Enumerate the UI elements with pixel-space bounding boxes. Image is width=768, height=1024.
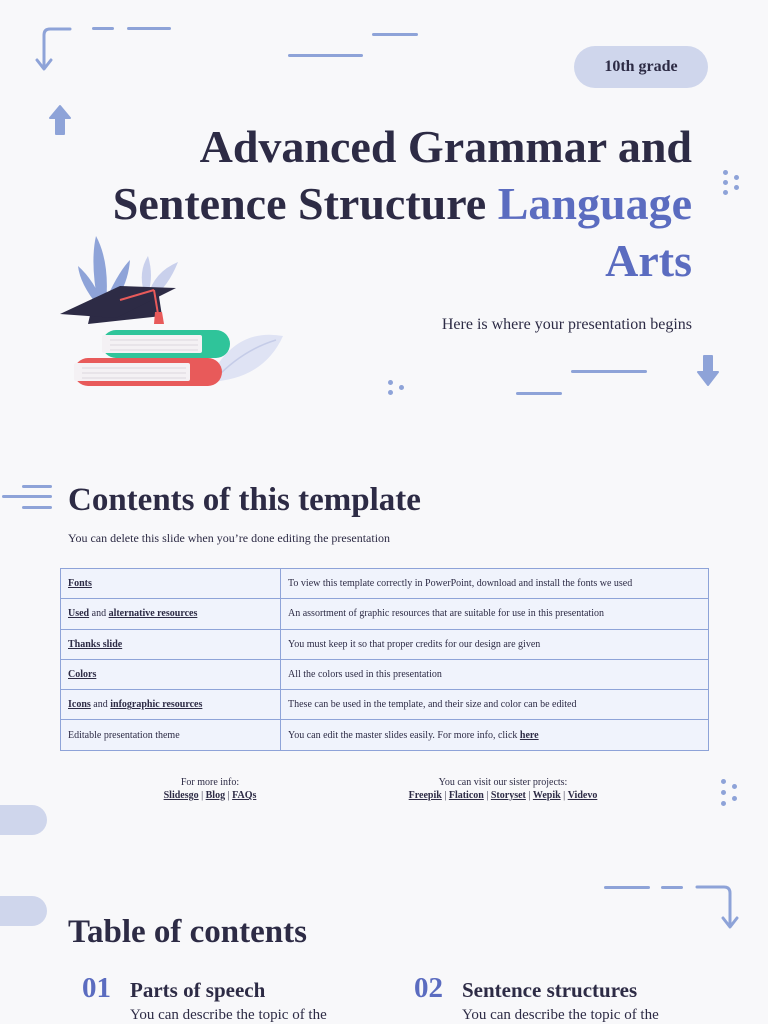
footer-link[interactable]: Videvo (567, 790, 598, 801)
table-cell-description (281, 629, 709, 659)
main-title (80, 118, 692, 289)
cell-text: An assortment of graphic resources that are suitable for use in this presentation (288, 608, 605, 620)
table-cell-resource (61, 720, 281, 750)
contents-title: Contents of this template (68, 482, 421, 518)
dash-decoration (2, 495, 52, 498)
title-line-2 (80, 175, 692, 232)
dash-decoration (661, 886, 683, 889)
footer-link[interactable]: Flaticon (448, 790, 484, 801)
toc-item-number: 01 (82, 972, 111, 1004)
dot-decoration (399, 385, 404, 390)
dot-decoration (732, 796, 737, 801)
dot-decoration (723, 190, 728, 195)
footer-link[interactable]: Slidesgo (163, 790, 199, 801)
table-row (61, 720, 709, 750)
dash-decoration (604, 886, 650, 889)
dash-decoration (571, 370, 647, 373)
sister-projects-label: You can visit our sister projects: (438, 777, 568, 788)
table-cell-resource (61, 659, 281, 689)
toc-item-description: You can describe the topic of the (462, 1007, 659, 1023)
link-separator: | (198, 790, 206, 801)
resource-link[interactable]: Fonts (68, 578, 92, 590)
cell-text: To view this template correctly in PowerPoint, download and install the fonts we used (288, 578, 633, 590)
link-separator: | (441, 790, 449, 801)
table-row (61, 629, 709, 659)
down-arrow-decoration (696, 354, 720, 388)
dot-decoration (734, 185, 739, 190)
here-link[interactable]: here (519, 729, 539, 741)
corner-arrow-decoration (694, 882, 740, 932)
dash-decoration (516, 392, 562, 395)
table-cell-description (281, 569, 709, 599)
pill-decoration (0, 805, 47, 835)
footer-link[interactable]: Blog (205, 790, 226, 801)
sister-projects-block (360, 776, 646, 802)
dash-decoration (288, 54, 363, 57)
link-separator: | (483, 790, 491, 801)
contents-description: You can delete this slide when you’re done editing the presentation (68, 531, 391, 545)
footer-link[interactable]: Wepik (532, 790, 561, 801)
title-line-1: Advanced Grammar and (199, 121, 692, 172)
dash-decoration (92, 27, 114, 30)
dot-decoration (721, 779, 726, 784)
table-row (61, 569, 709, 599)
title-accent: Language (497, 178, 692, 229)
resource-link[interactable]: Colors (68, 669, 97, 681)
corner-arrow-decoration (34, 24, 74, 76)
grade-badge: 10th grade (574, 46, 708, 88)
subtitle: Here is where your presentation begins (441, 316, 692, 333)
link-separator: | (560, 790, 568, 801)
dot-decoration (723, 180, 728, 185)
toc-item-description: You can describe the topic of the (130, 1007, 327, 1023)
cell-text: You can edit the master slides easily. For more info, click (288, 729, 520, 741)
cell-text: You must keep it so that proper credits for our design are given (288, 638, 541, 650)
more-info-block (130, 776, 290, 802)
table-cell-description (281, 659, 709, 689)
table-cell-resource (61, 569, 281, 599)
dash-decoration (22, 485, 52, 488)
cell-text: and (90, 699, 111, 711)
dot-decoration (723, 170, 728, 175)
resource-link[interactable]: infographic resources (110, 699, 203, 711)
table-cell-description (281, 690, 709, 720)
table-row (61, 599, 709, 629)
cell-text: Editable presentation theme (68, 729, 180, 741)
more-info-label: For more info: (180, 777, 240, 788)
dash-decoration (372, 33, 418, 36)
resource-link[interactable]: Thanks slide (68, 638, 123, 650)
dot-decoration (732, 784, 737, 789)
title-plain: Sentence Structure (112, 178, 498, 229)
resource-link[interactable]: Used (68, 608, 90, 620)
cell-text: These can be used in the template, and their size and color can be edited (288, 699, 577, 711)
dash-decoration (127, 27, 171, 30)
table-cell-description (281, 599, 709, 629)
toc-item-name: Parts of speech (130, 978, 266, 1002)
footer-link[interactable]: Storyset (490, 790, 526, 801)
more-info-links (130, 789, 290, 802)
dot-decoration (721, 801, 726, 806)
table-row (61, 690, 709, 720)
dash-decoration (22, 506, 52, 509)
title-line-3: Arts (605, 235, 692, 286)
up-arrow-decoration (48, 104, 72, 136)
table-cell-resource (61, 629, 281, 659)
dot-decoration (388, 390, 393, 395)
dot-decoration (734, 175, 739, 180)
table-cell-description (281, 720, 709, 750)
footer-link[interactable]: FAQs (232, 790, 257, 801)
toc-item-number: 02 (414, 972, 443, 1004)
cell-text: All the colors used in this presentation (288, 669, 442, 681)
link-separator: | (525, 790, 533, 801)
cell-text: and (89, 608, 109, 620)
pill-decoration (0, 896, 47, 926)
table-cell-resource (61, 599, 281, 629)
toc-title: Table of contents (68, 914, 307, 950)
resource-link[interactable]: Icons (68, 699, 91, 711)
resource-link[interactable]: alternative resources (108, 608, 198, 620)
toc-item-name: Sentence structures (462, 978, 638, 1002)
resources-table (60, 568, 709, 751)
footer-link[interactable]: Freepik (408, 790, 442, 801)
link-separator: | (225, 790, 233, 801)
sister-projects-links (360, 789, 646, 802)
table-cell-resource (61, 690, 281, 720)
dot-decoration (721, 790, 726, 795)
table-row (61, 659, 709, 689)
dot-decoration (388, 380, 393, 385)
